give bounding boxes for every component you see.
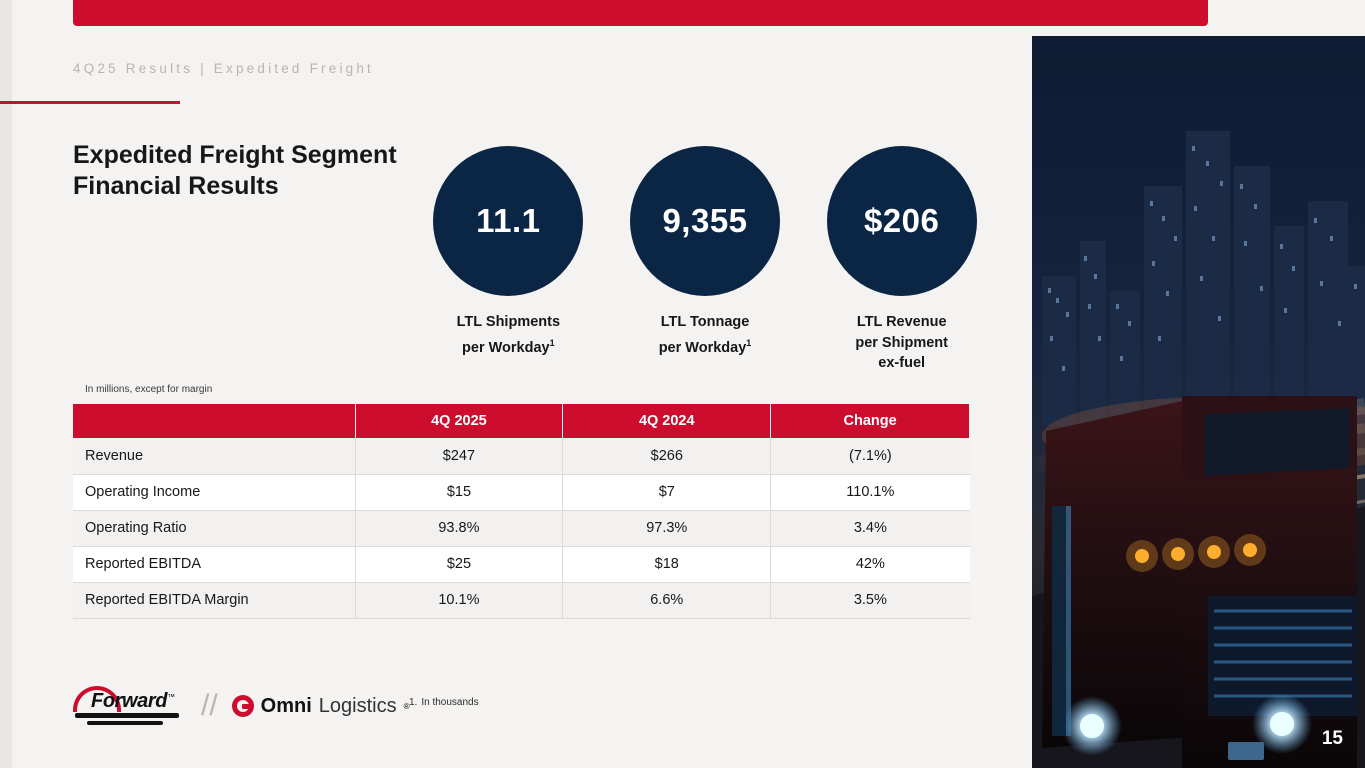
forward-logo <box>73 686 195 726</box>
accent-line <box>0 101 180 104</box>
slide-eyebrow: 4Q25 Results | Expedited Freight <box>73 61 375 76</box>
kpi-group <box>410 146 1000 374</box>
row-q4-2025: $247 <box>355 438 563 474</box>
slide-footnote <box>409 697 479 708</box>
left-edge-strip <box>0 0 12 768</box>
table-header-row <box>73 404 970 438</box>
table-row <box>73 438 970 474</box>
truck-city-photo <box>1032 36 1365 768</box>
kpi-value-bubble: 11.1 <box>433 146 583 296</box>
forward-bar-upper <box>75 713 179 718</box>
row-q4-2025: $25 <box>355 546 563 582</box>
financial-results-table <box>73 404 970 619</box>
kpi-value-bubble: 9,355 <box>630 146 780 296</box>
top-red-bar <box>73 0 1208 26</box>
kpi-caption-line2: per Workday <box>658 339 747 356</box>
forward-wordmark <box>91 690 175 713</box>
kpi-caption-line2: per Shipment <box>855 334 948 351</box>
row-label: Reported EBITDA Margin <box>73 582 355 618</box>
kpi-caption <box>410 312 607 358</box>
row-change: 3.5% <box>771 582 970 618</box>
logo-divider: // <box>201 689 218 722</box>
kpi-caption-line3: ex-fuel <box>878 355 926 371</box>
row-q4-2024: 97.3% <box>563 510 771 546</box>
forward-wordmark-text: Forward <box>91 690 168 712</box>
table-row <box>73 582 970 618</box>
photo-illustration <box>1032 36 1365 768</box>
omni-mark-icon <box>232 695 254 717</box>
kpi-footnote-marker: 1 <box>549 337 555 348</box>
kpi-caption <box>607 312 804 358</box>
table-header-change: Change <box>771 404 970 438</box>
row-q4-2025: 93.8% <box>355 510 563 546</box>
table-row <box>73 510 970 546</box>
kpi-caption-line1: LTL Shipments <box>456 314 561 330</box>
page-number: 15 <box>1321 728 1343 749</box>
table-header-q4-2025: 4Q 2025 <box>355 404 563 438</box>
forward-bar-lower <box>87 721 163 725</box>
row-change: 3.4% <box>771 510 970 546</box>
row-label: Operating Ratio <box>73 510 355 546</box>
kpi-footnote-marker: 1 <box>746 337 752 348</box>
row-q4-2025: $15 <box>355 474 563 510</box>
kpi-ltl-revenue-per-shipment <box>803 146 1000 374</box>
row-q4-2024: $7 <box>563 474 771 510</box>
row-change: (7.1%) <box>771 438 970 474</box>
kpi-ltl-tonnage <box>607 146 804 374</box>
omni-trademark: ® <box>403 701 410 711</box>
row-q4-2024: $266 <box>563 438 771 474</box>
table-units-note: In millions, except for margin <box>85 384 213 395</box>
kpi-caption-line1: LTL Revenue <box>856 314 947 330</box>
table-header-label <box>73 404 355 438</box>
row-label: Revenue <box>73 438 355 474</box>
row-label: Operating Income <box>73 474 355 510</box>
table-row <box>73 546 970 582</box>
row-q4-2025: 10.1% <box>355 582 563 618</box>
row-label: Reported EBITDA <box>73 546 355 582</box>
kpi-ltl-shipments <box>410 146 607 374</box>
page-title: Expedited Freight Segment Financial Results <box>73 141 397 200</box>
kpi-caption-line1: LTL Tonnage <box>660 314 750 330</box>
omni-logistics-logo <box>232 695 410 718</box>
omni-wordmark-bold: Omni <box>260 694 312 717</box>
row-change: 42% <box>771 546 970 582</box>
table-header-q4-2024: 4Q 2024 <box>563 404 771 438</box>
row-q4-2024: $18 <box>563 546 771 582</box>
forward-trademark: ™ <box>167 692 175 702</box>
table-row <box>73 474 970 510</box>
omni-wordmark-light: Logistics <box>318 694 397 717</box>
footnote-text: In thousands <box>421 697 479 708</box>
kpi-value-bubble: $206 <box>827 146 977 296</box>
footnote-number: 1. <box>409 697 418 708</box>
kpi-caption-line2: per Workday <box>462 339 550 356</box>
row-change: 110.1% <box>771 474 970 510</box>
footer-logos <box>73 686 410 726</box>
row-q4-2024: 6.6% <box>563 582 771 618</box>
kpi-caption <box>803 312 1000 374</box>
